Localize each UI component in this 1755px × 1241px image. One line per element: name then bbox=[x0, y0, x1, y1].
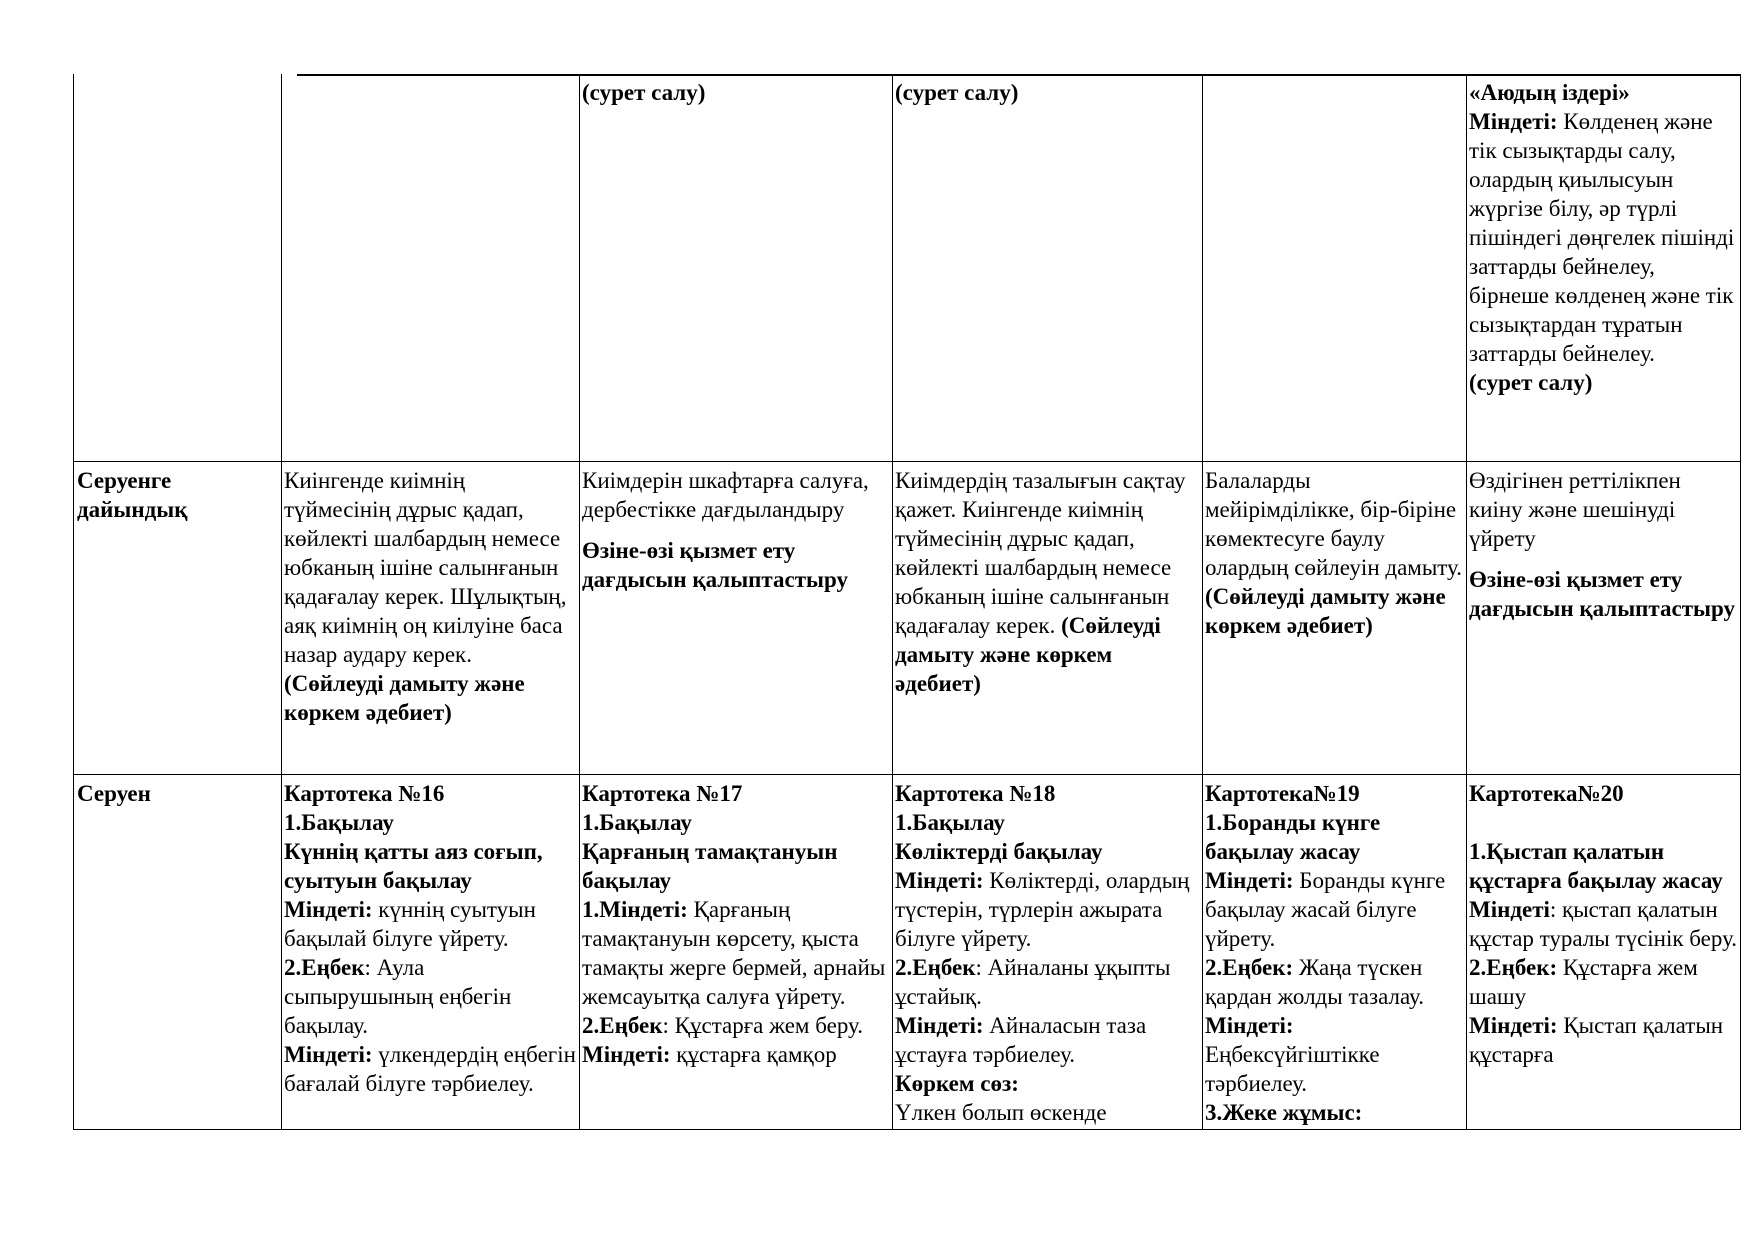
poem-label: Көркем сөз: bbox=[895, 1070, 1019, 1096]
poem-text: Үлкен болып өскенде bbox=[895, 1099, 1107, 1125]
drawing-note: (сурет салу) bbox=[1469, 370, 1593, 395]
task-text: Көлденең және тік сызықтарды салу, олардың қиылысуын жүргізе білу, әр түрлі пішіндегі дөңгелек пішінді заттарды бейнелеу, бірнеше көлденең және тік сызықтардан тұратын заттарды бейнелеу. bbox=[1469, 109, 1735, 366]
cell-walk-tue bbox=[580, 774, 893, 1129]
cell-prep-tue bbox=[580, 461, 893, 774]
observation-heading: 1.Бақылау bbox=[582, 809, 692, 835]
observation-heading: 1.Бақылау bbox=[895, 809, 1005, 835]
labor-label: 2.Еңбек: bbox=[1469, 954, 1558, 980]
prep-area: Өзіне-өзі қызмет ету дағдысын қалыптастыру bbox=[1469, 566, 1735, 621]
observation-title: Қарғаның тамақтануын бақылау bbox=[582, 838, 838, 893]
card-number: Картотека №16 bbox=[284, 780, 445, 806]
task-text: Боранды күнге бақылау жасай білуге үйрету. bbox=[1205, 867, 1446, 951]
labor-text: : Құстарға жем беру. bbox=[662, 1012, 863, 1038]
table-row bbox=[74, 461, 1741, 774]
cell-prep-mon bbox=[282, 461, 580, 774]
task-text: : қыстап қалатын құстар туралы түсінік беру. bbox=[1469, 896, 1738, 951]
task-text: Еңбексүйгіштікке тәрбиелеу. bbox=[1205, 1041, 1380, 1096]
table-row bbox=[74, 774, 1741, 1129]
task-label: Міндеті: bbox=[895, 1012, 984, 1038]
observation-title: Көліктерді бақылау bbox=[895, 838, 1103, 864]
labor-text: : Аула сыпырушының еңбегін бақылау. bbox=[284, 954, 512, 1038]
prep-area: Өзіне-өзі қызмет ету дағдысын қалыптастыру bbox=[582, 537, 848, 592]
labor-label: 2.Еңбек bbox=[582, 1012, 663, 1038]
labor-text: Жаңа түскен қардан жолды тазалау. bbox=[1205, 954, 1424, 1009]
observation-heading: 1.Бақылау bbox=[284, 809, 394, 835]
task-label: Міндеті: bbox=[284, 896, 373, 922]
prep-text: Киімдердің тазалығын сақтау қажет. Киінгенде киімнің түймесінің дұрыс қадап, көйлекті шалбардың немесе юбканың ішіне салынғанын қадағалау керек. bbox=[895, 467, 1186, 638]
prep-area: (Сөйлеуді дамыту және көркем әдебиет) bbox=[284, 670, 525, 725]
prep-text: Өздігінен реттілікпен киіну және шешінуді үйрету bbox=[1469, 467, 1681, 551]
individual-work-label: 3.Жеке жұмыс: bbox=[1205, 1099, 1363, 1125]
task-label: Міндеті: bbox=[1205, 867, 1294, 893]
task-label: Міндеті: bbox=[582, 1041, 671, 1067]
prep-text: Балаларды мейірімділікке, бір-біріне көмектесуге баулу олардың сөйлеуін дамыту. bbox=[1205, 467, 1462, 580]
card-number: Картотека №17 bbox=[582, 780, 743, 806]
row-label-walk: Серуен bbox=[74, 774, 282, 1129]
labor-label: 2.Еңбек bbox=[284, 954, 365, 980]
cell-prep-wed bbox=[893, 461, 1203, 774]
cell-prep-thu bbox=[1203, 461, 1467, 774]
card-number: Картотека№19 bbox=[1205, 780, 1360, 806]
cell-walk-thu bbox=[1203, 774, 1467, 1129]
task-label: Міндеті: bbox=[284, 1041, 373, 1067]
task-text: үлкендердің еңбегін бағалай білуге тәрбиелеу. bbox=[284, 1041, 576, 1096]
task-label: Міндеті: bbox=[1205, 1012, 1294, 1038]
observation-title: Күннің қатты аяз соғып, суытуын бақылау bbox=[284, 838, 543, 893]
activity-title: «Аюдың іздері» bbox=[1469, 80, 1630, 105]
task-text: Қарғаның тамақтануын көрсету, қыста тамақты жерге бермей, арнайы жемсауытқа салуға үйрету. bbox=[582, 896, 886, 1009]
card-number: Картотека №18 bbox=[895, 780, 1056, 806]
labor-label: 2.Еңбек bbox=[895, 954, 976, 980]
task-text: құстарға қамқор bbox=[670, 1041, 837, 1067]
task-text: Көліктерді, олардың түстерін, түрлерін ажырата білуге үйрету. bbox=[895, 867, 1190, 951]
cell-walk-fri bbox=[1467, 774, 1741, 1129]
cell-empty bbox=[1203, 74, 1467, 461]
labor-text: : Айналаны ұқыпты ұстайық. bbox=[895, 954, 1171, 1009]
task-text: күннің суытуын бақылай білуге үйрету. bbox=[284, 896, 536, 951]
task-label: Міндеті: bbox=[1469, 1012, 1558, 1038]
prep-text: Киімдерін шкафтарға салуға, дербестікке дағдыландыру bbox=[582, 467, 869, 522]
task-label: Міндеті: bbox=[1469, 109, 1558, 134]
task-label: 1.Міндеті: bbox=[582, 896, 688, 922]
drawing-note: (сурет салу) bbox=[582, 80, 706, 105]
row-label-walk-prep: Серуенге дайындық bbox=[74, 461, 282, 774]
table-row bbox=[74, 74, 1741, 461]
cell-empty bbox=[282, 74, 580, 461]
observation-title: 1.Боранды күнге бақылау жасау bbox=[1205, 809, 1381, 864]
cell-walk-mon bbox=[282, 774, 580, 1129]
labor-text: Құстарға жем шашу bbox=[1469, 954, 1698, 1009]
observation-title: 1.Қыстап қалатын құстарға бақылау жасау bbox=[1469, 838, 1723, 893]
cell-drawing-4 bbox=[893, 74, 1203, 461]
task-label: Міндеті bbox=[1469, 896, 1550, 922]
row-label-empty bbox=[74, 74, 282, 461]
cell-drawing-3 bbox=[580, 74, 893, 461]
cell-prep-fri bbox=[1467, 461, 1741, 774]
drawing-note: (сурет салу) bbox=[895, 80, 1019, 105]
prep-area: (Сөйлеуді дамыту және көркем әдебиет) bbox=[1205, 583, 1446, 638]
cell-walk-wed bbox=[893, 774, 1203, 1129]
task-label: Міндеті: bbox=[895, 867, 984, 893]
card-number: Картотека№20 bbox=[1469, 780, 1624, 806]
prep-area: (Сөйлеуді дамыту және көркем әдебиет) bbox=[895, 612, 1161, 696]
prep-text: Киінгенде киімнің түймесінің дұрыс қадап, көйлекті шалбардың немесе юбканың ішіне салынғанын қадағалау керек. Шұлықтың, аяқ киімнің оң киілуіне баса назар аудару керек. bbox=[284, 467, 567, 667]
task-text: Айналасын таза ұстауға тәрбиелеу. bbox=[895, 1012, 1147, 1067]
cell-bear-tracks bbox=[1467, 74, 1741, 461]
task-text: Қыстап қалатын құстарға bbox=[1469, 1012, 1724, 1067]
weekly-plan-table bbox=[73, 74, 1741, 1130]
labor-label: 2.Еңбек: bbox=[1205, 954, 1294, 980]
